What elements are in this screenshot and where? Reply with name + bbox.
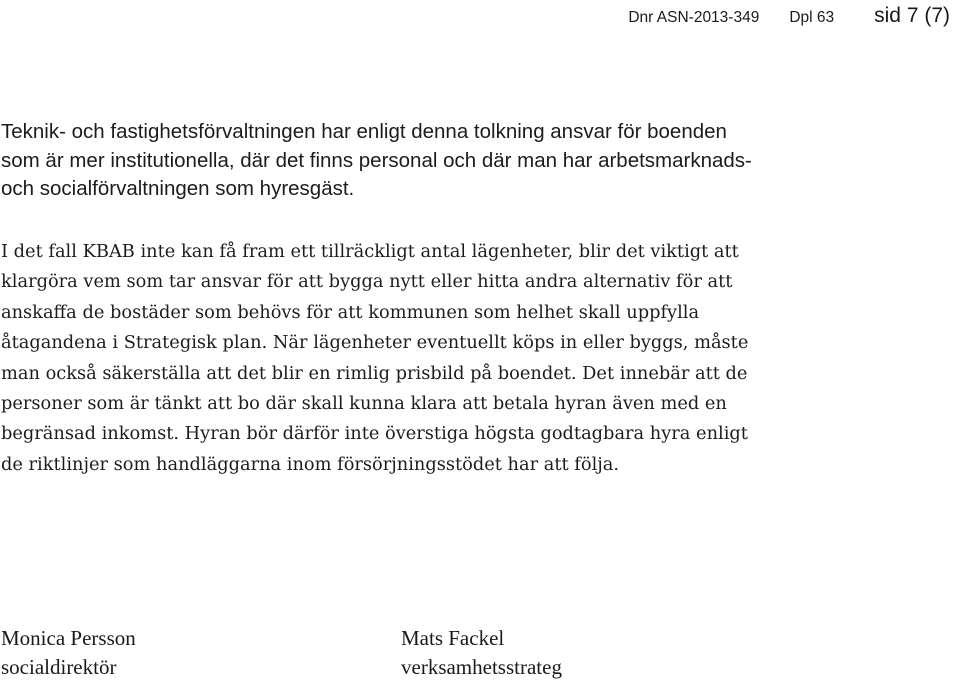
paragraph-line: I det fall KBAB inte kan få fram ett tillräckligt antal lägenheter, blir det viktigt att bbox=[1, 241, 739, 262]
diary-plan-number: Dpl 63 bbox=[789, 9, 835, 26]
signatory-title: verksamhetsstrateg bbox=[401, 655, 562, 679]
signature-block bbox=[401, 624, 562, 682]
signatory-title: socialdirektör bbox=[1, 655, 117, 679]
paragraph-responsibility bbox=[1, 118, 951, 204]
paragraph-housing bbox=[1, 237, 956, 480]
paragraph-line: man också säkerställa att det blir en rimlig prisbild på boendet. Det innebär att de bbox=[1, 362, 748, 384]
paragraph-line: personer som är tänkt att bo där skall kunna klara att betala hyran även med en bbox=[1, 393, 727, 415]
paragraph-line: som är mer institutionella, där det finns personal och där man har arbetsmarknads- bbox=[1, 148, 752, 172]
paragraph-line: åtagandena i Strategisk plan. När lägenheter eventuellt köps in eller byggs, måste bbox=[1, 332, 749, 354]
paragraph-line: klargöra vem som tar ansvar för att bygga nytt eller hitta andra alternativ för att bbox=[1, 271, 733, 293]
page-number: sid 7 (7) bbox=[874, 4, 950, 27]
paragraph-line: de riktlinjer som handläggarna inom försörjningsstödet har att följa. bbox=[1, 453, 620, 475]
paragraph-line: Teknik- och fastighetsförvaltningen har enligt denna tolkning ansvar för boenden bbox=[1, 120, 727, 143]
document-number: Dnr ASN-2013-349 bbox=[628, 9, 760, 26]
signatory-name: Monica Persson bbox=[1, 626, 136, 650]
paragraph-line: anskaffa de bostäder som behövs för att kommunen som helhet skall uppfylla bbox=[1, 301, 700, 323]
signatory-name: Mats Fackel bbox=[401, 626, 505, 650]
page-header bbox=[628, 4, 950, 28]
paragraph-line: och socialförvaltningen som hyresgäst. bbox=[1, 177, 355, 200]
signature-block bbox=[1, 624, 136, 682]
paragraph-line: begränsad inkomst. Hyran bör därför inte överstiga högsta godtagbara hyra enligt bbox=[1, 423, 748, 445]
